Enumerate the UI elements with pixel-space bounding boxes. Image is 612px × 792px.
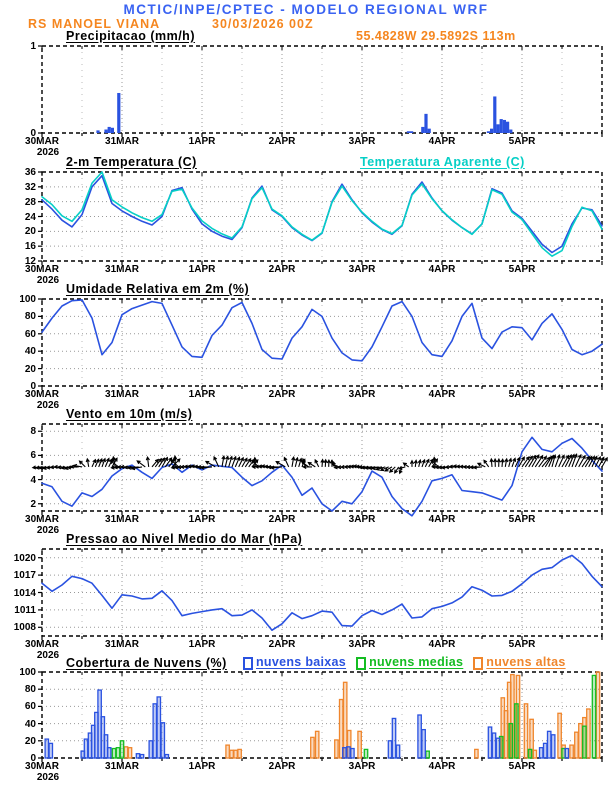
y-tick-label-precipitation: 0 [30, 128, 36, 139]
x-tick-label-clouds: 2APR [268, 761, 296, 772]
x-tick-label-wind: 31MAR [105, 514, 139, 525]
y-tick-label-temperature: 32 [24, 181, 36, 193]
x-year-label-wind: 2026 [36, 525, 60, 536]
y-tick-label-humidity: 20 [24, 363, 36, 375]
x-tick-label-humidity: 2APR [268, 389, 296, 400]
x-year-label-temperature: 2026 [36, 275, 60, 286]
y-tick-label-humidity: 0 [30, 381, 36, 392]
y-tick-label-humidity: 60 [24, 328, 36, 340]
y-tick-label-clouds: 60 [24, 701, 36, 713]
y-tick-label-pressure: 1017 [13, 570, 36, 582]
x-tick-label-humidity: 30MAR [25, 389, 59, 400]
x-tick-label-humidity: 1APR [188, 389, 216, 400]
x-tick-label-pressure: 5APR [508, 639, 536, 650]
x-tick-label-humidity: 31MAR [105, 389, 139, 400]
x-tick-label-clouds: 31MAR [105, 761, 139, 772]
x-tick-label-precipitation: 31MAR [105, 136, 139, 147]
x-tick-label-clouds: 5APR [508, 761, 536, 772]
x-tick-label-clouds: 30MAR [25, 761, 59, 772]
station-label: RS MANOEL VIANA [28, 17, 161, 31]
legend-high-clouds-label: nuvens altas [486, 655, 566, 669]
x-tick-label-pressure: 4APR [428, 639, 456, 650]
x-tick-label-wind: 2APR [268, 514, 296, 525]
x-tick-label-temperature: 2APR [268, 264, 296, 275]
mid-clouds-swatch-icon [356, 657, 366, 670]
x-tick-label-clouds: 1APR [188, 761, 216, 772]
y-tick-label-temperature: 36 [24, 167, 36, 178]
legend-item-low-clouds [243, 655, 346, 670]
y-tick-label-clouds: 100 [19, 667, 36, 678]
x-tick-label-precipitation: 3APR [348, 136, 376, 147]
legend-item-high-clouds [473, 655, 565, 670]
y-tick-label-temperature: 16 [24, 241, 36, 253]
x-tick-label-precipitation: 2APR [268, 136, 296, 147]
y-tick-label-wind: 8 [30, 426, 36, 438]
y-tick-label-pressure: 1008 [13, 622, 36, 634]
run-datetime-label: 30/03/2026 00Z [212, 17, 314, 31]
x-tick-label-temperature: 31MAR [105, 264, 139, 275]
x-tick-label-wind: 3APR [348, 514, 376, 525]
x-year-label-humidity: 2026 [36, 400, 60, 411]
x-year-label-pressure: 2026 [36, 650, 60, 661]
x-tick-label-temperature: 1APR [188, 264, 216, 275]
y-tick-label-temperature: 20 [24, 226, 36, 238]
y-tick-label-clouds: 40 [24, 718, 36, 730]
x-tick-label-precipitation: 5APR [508, 136, 536, 147]
y-tick-label-wind: 4 [30, 474, 36, 486]
x-tick-label-humidity: 5APR [508, 389, 536, 400]
panel-title-clouds: Cobertura de Nuvens (%) [66, 656, 227, 670]
x-tick-label-wind: 4APR [428, 514, 456, 525]
panel-title-precipitation: Precipitacao (mm/h) [66, 29, 195, 43]
y-tick-label-precipitation: 1 [30, 41, 36, 52]
y-tick-label-temperature: 12 [24, 256, 36, 267]
x-tick-label-wind: 1APR [188, 514, 216, 525]
location-coordinates-label: 55.4828W 29.5892S 113m [356, 29, 516, 43]
y-tick-label-humidity: 40 [24, 346, 36, 358]
legend-low-clouds-label: nuvens baixas [256, 655, 347, 669]
y-tick-label-clouds: 20 [24, 735, 36, 747]
legend-mid-clouds-label: nuvens medias [369, 655, 464, 669]
x-tick-label-pressure: 30MAR [25, 639, 59, 650]
x-tick-label-pressure: 3APR [348, 639, 376, 650]
legend-apparent-temperature: Temperatura Aparente (C) [360, 155, 525, 169]
x-tick-label-clouds: 3APR [348, 761, 376, 772]
cloud-legend [243, 655, 566, 670]
panel-title-wind: Vento em 10m (m/s) [66, 407, 193, 421]
y-tick-label-pressure: 1014 [13, 587, 36, 599]
x-tick-label-pressure: 31MAR [105, 639, 139, 650]
legend-item-mid-clouds [356, 655, 463, 670]
panel-title-pressure: Pressao ao Nivel Medio do Mar (hPa) [66, 532, 303, 546]
y-tick-label-clouds: 80 [24, 684, 36, 696]
x-tick-label-pressure: 2APR [268, 639, 296, 650]
y-tick-label-pressure: 1011 [14, 604, 36, 616]
x-tick-label-wind: 30MAR [25, 514, 59, 525]
y-tick-label-temperature: 24 [24, 211, 36, 223]
x-year-label-clouds: 2026 [36, 772, 60, 783]
x-tick-label-temperature: 4APR [428, 264, 456, 275]
y-tick-label-humidity: 100 [19, 294, 36, 305]
panel-title-humidity: Umidade Relativa em 2m (%) [66, 282, 250, 296]
x-tick-label-precipitation: 30MAR [25, 136, 59, 147]
x-tick-label-humidity: 3APR [348, 389, 376, 400]
page-title: MCTIC/INPE/CPTEC - MODELO REGIONAL WRF [123, 2, 489, 17]
y-tick-label-humidity: 80 [24, 311, 36, 323]
y-tick-label-temperature: 28 [24, 196, 36, 208]
x-tick-label-precipitation: 1APR [188, 136, 216, 147]
x-tick-label-precipitation: 4APR [428, 136, 456, 147]
panel-title-temperature: 2-m Temperatura (C) [66, 155, 197, 169]
x-tick-label-humidity: 4APR [428, 389, 456, 400]
low-clouds-swatch-icon [243, 657, 253, 670]
y-tick-label-wind: 6 [30, 450, 36, 462]
y-tick-label-clouds: 0 [30, 753, 36, 764]
y-tick-label-wind: 2 [30, 498, 36, 510]
x-tick-label-pressure: 1APR [188, 639, 216, 650]
x-year-label-precipitation: 2026 [36, 147, 60, 158]
x-tick-label-wind: 5APR [508, 514, 536, 525]
x-tick-label-temperature: 30MAR [25, 264, 59, 275]
x-tick-label-clouds: 4APR [428, 761, 456, 772]
y-tick-label-pressure: 1020 [13, 552, 36, 564]
x-tick-label-temperature: 5APR [508, 264, 536, 275]
x-tick-label-temperature: 3APR [348, 264, 376, 275]
high-clouds-swatch-icon [473, 657, 483, 670]
